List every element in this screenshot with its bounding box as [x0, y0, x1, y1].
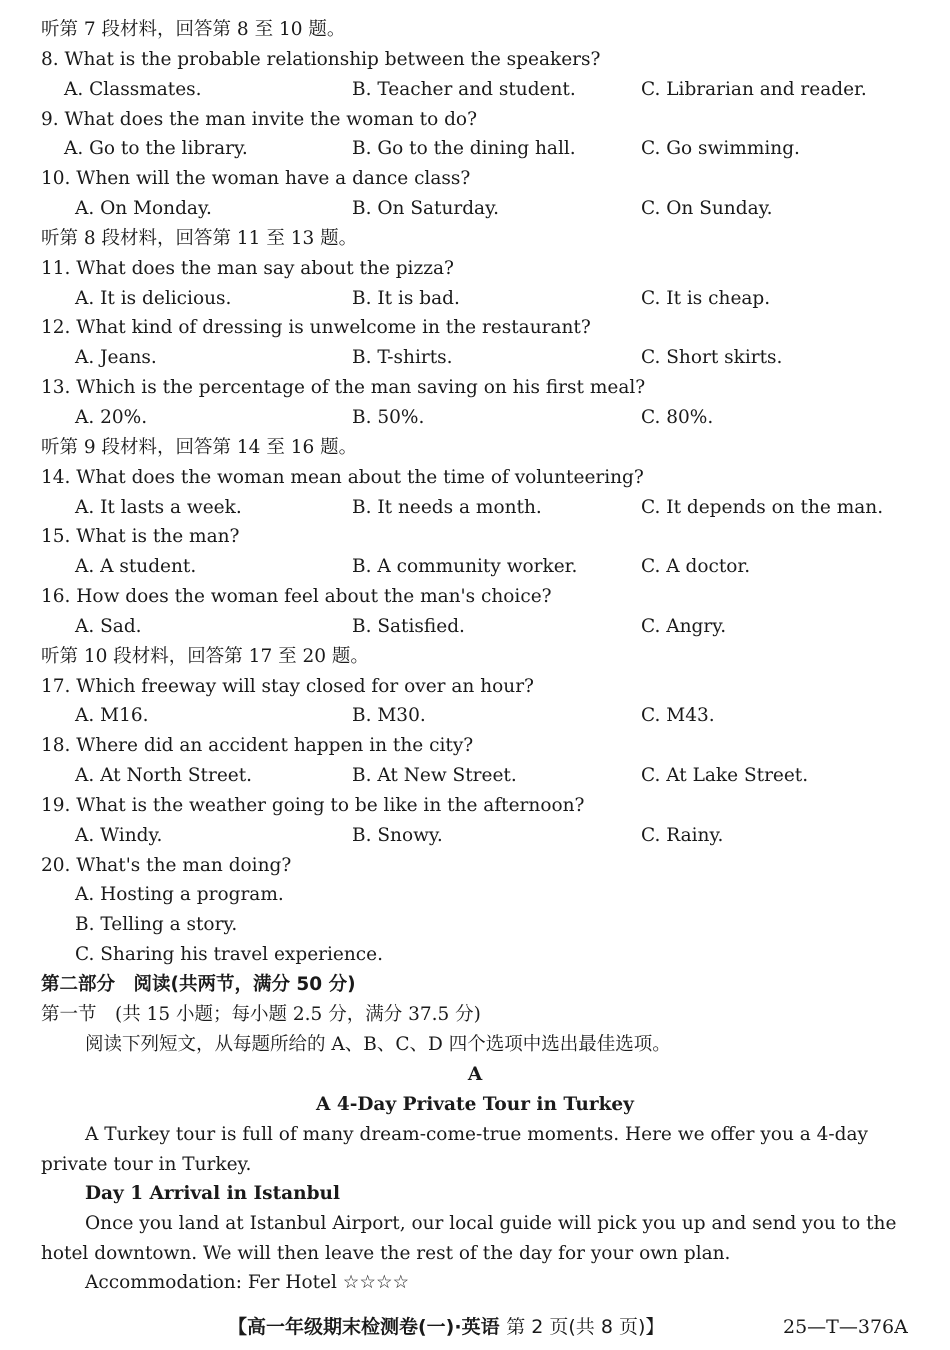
option-13b: B. 50%.: [352, 407, 425, 428]
option-8a: A. Classmates.: [64, 79, 202, 100]
passage-title: A 4-Day Private Tour in Turkey: [316, 1094, 634, 1115]
section-title: 第一节 (共 15 小题；每小题 2.5 分，满分 37.5 分): [41, 1004, 481, 1025]
footer-page: 第 2 页(共 8 页)】: [506, 1316, 665, 1338]
footer-exam-info: [228, 1312, 664, 1342]
option-11b: B. It is bad.: [352, 288, 460, 309]
option-15c: C. A doctor.: [641, 556, 751, 577]
option-17a: A. M16.: [75, 705, 149, 726]
option-15a: A. A student.: [75, 556, 197, 577]
question-12: 12. What kind of dressing is unwelcome in the restaurant?: [41, 317, 591, 338]
question-16: 16. How does the woman feel about the man's choice?: [41, 586, 552, 607]
page-footer: [0, 1312, 950, 1342]
option-19c: C. Rainy.: [641, 825, 724, 846]
option-10c: C. On Sunday.: [641, 198, 773, 219]
question-15: 15. What is the man?: [41, 526, 240, 547]
option-20a: A. Hosting a program.: [75, 884, 284, 905]
passage-letter: A: [467, 1064, 483, 1085]
option-19b: B. Snowy.: [352, 825, 443, 846]
part-title: 第二部分 阅读(共两节，满分 50 分): [41, 974, 356, 995]
option-11c: C. It is cheap.: [641, 288, 771, 309]
section-header: 听第 7 段材料，回答第 8 至 10 题。: [41, 19, 346, 40]
question-17: 17. Which freeway will stay closed for over an hour?: [41, 676, 534, 697]
question-11: 11. What does the man say about the pizza?: [41, 258, 454, 279]
option-18a: A. At North Street.: [75, 765, 253, 786]
option-16a: A. Sad.: [75, 616, 142, 637]
option-14a: A. It lasts a week.: [75, 497, 242, 518]
option-16c: C. Angry.: [641, 616, 727, 637]
option-14b: B. It needs a month.: [352, 497, 542, 518]
option-13c: C. 80%.: [641, 407, 714, 428]
question-10: 10. When will the woman have a dance class?: [41, 168, 471, 189]
section-header: 听第 8 段材料，回答第 11 至 13 题。: [41, 228, 358, 249]
question-9: 9. What does the man invite the woman to do?: [41, 109, 477, 130]
section-header: 听第 10 段材料，回答第 17 至 20 题。: [41, 646, 369, 667]
option-20c: C. Sharing his travel experience.: [75, 944, 383, 965]
option-13a: A. 20%.: [75, 407, 148, 428]
option-10a: A. On Monday.: [75, 198, 212, 219]
day1-title: Day 1 Arrival in Istanbul: [85, 1183, 340, 1204]
option-9b: B. Go to the dining hall.: [352, 138, 576, 159]
option-17b: B. M30.: [352, 705, 426, 726]
section-header: 听第 9 段材料，回答第 14 至 16 题。: [41, 437, 358, 458]
option-9c: C. Go swimming.: [641, 138, 800, 159]
footer-code: 25—T—376A: [783, 1316, 908, 1338]
instruction: 阅读下列短文，从每题所给的 A、B、C、D 四个选项中选出最佳选项。: [85, 1034, 671, 1055]
option-12c: C. Short skirts.: [641, 347, 783, 368]
option-17c: C. M43.: [641, 705, 715, 726]
footer-exam: 【高一年级期末检测卷(一)·英语: [228, 1316, 500, 1338]
option-16b: B. Satisfied.: [352, 616, 465, 637]
option-14c: C. It depends on the man.: [641, 497, 884, 518]
question-14: 14. What does the woman mean about the time of volunteering?: [41, 467, 644, 488]
option-11a: A. It is delicious.: [75, 288, 232, 309]
day1-text: Once you land at Istanbul Airport, our local guide will pick you up and send you to the hotel downtown. We will then leave the rest of the day for your own plan.: [41, 1213, 897, 1264]
option-18c: C. At Lake Street.: [641, 765, 809, 786]
question-13: 13. Which is the percentage of the man saving on his first meal?: [41, 377, 646, 398]
passage-intro: A Turkey tour is full of many dream-come-true moments. Here we offer you a 4-day private tour in Turkey.: [41, 1124, 868, 1175]
accommodation: Accommodation: Fer Hotel ☆☆☆☆: [85, 1272, 410, 1293]
question-20: 20. What's the man doing?: [41, 855, 292, 876]
option-8c: C. Librarian and reader.: [641, 79, 867, 100]
option-10b: B. On Saturday.: [352, 198, 499, 219]
question-19: 19. What is the weather going to be like in the afternoon?: [41, 795, 585, 816]
question-8: 8. What is the probable relationship between the speakers?: [41, 49, 601, 70]
option-9a: A. Go to the library.: [64, 138, 248, 159]
question-18: 18. Where did an accident happen in the city?: [41, 735, 474, 756]
option-12b: B. T-shirts.: [352, 347, 453, 368]
option-18b: B. At New Street.: [352, 765, 517, 786]
option-20b: B. Telling a story.: [75, 914, 238, 935]
option-19a: A. Windy.: [75, 825, 163, 846]
option-12a: A. Jeans.: [75, 347, 157, 368]
option-8b: B. Teacher and student.: [352, 79, 576, 100]
option-15b: B. A community worker.: [352, 556, 578, 577]
